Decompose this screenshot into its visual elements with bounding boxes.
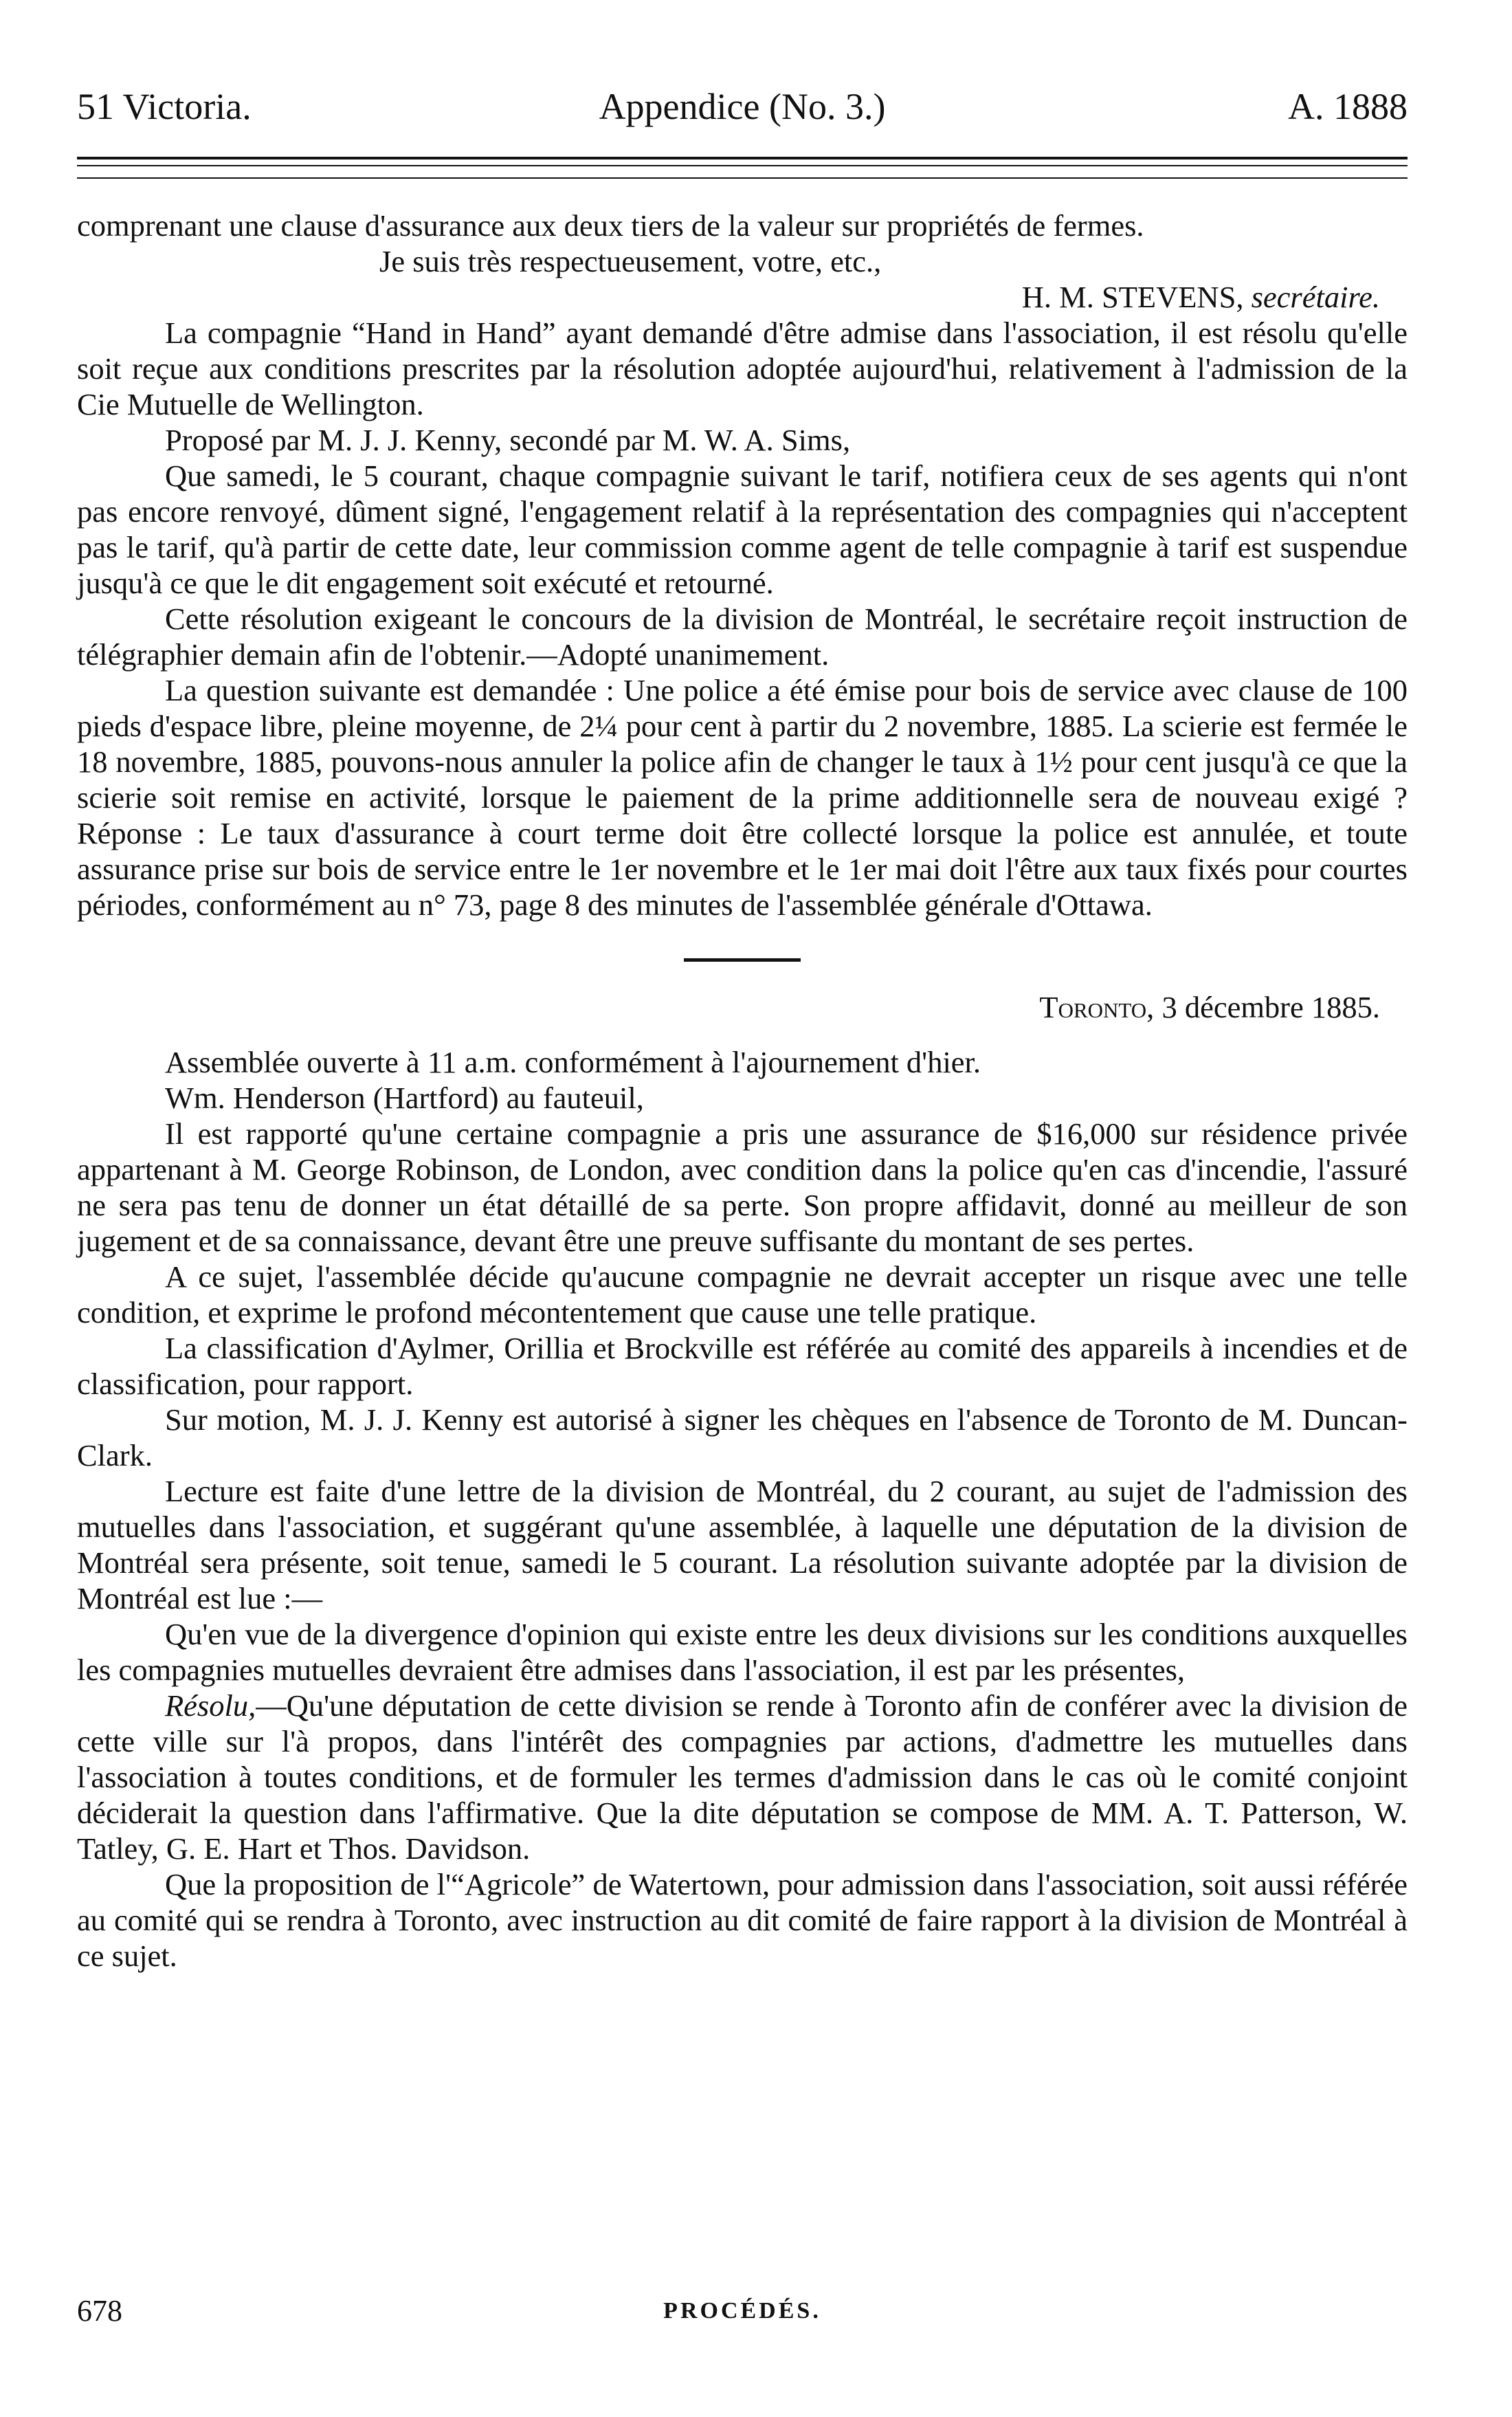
running-header xyxy=(77,82,1408,131)
paragraph-classification: La classification d'Aylmer, Orillia et Brockville est référée au comité des appareils à incendies et de classification, pour rapport. xyxy=(77,1331,1408,1401)
page-body xyxy=(77,208,1408,1974)
letter-closing: Je suis très respectueusement, votre, etc., xyxy=(379,244,882,278)
paragraph-meeting-opened: Assemblée ouverte à 11 a.m. conformément à l'ajournement d'hier. xyxy=(165,1045,981,1079)
paragraph-resolution: Que samedi, le 5 courant, chaque compagnie suivant le tarif, notifiera ceux de ses agents qui n'ont pas encore renvoyé, dûment signé, l'engagement relatif à la représentation des compagnies qui n'acceptent pas le tarif, qu'à partir de cette date, leur commission comme agent de telle compagnie à tarif est suspendue jusqu'à ce que le dit engagement soit exécuté et retourné. xyxy=(77,459,1408,600)
letter-signature xyxy=(77,279,1408,315)
paragraph-continuation: comprenant une clause d'assurance aux deux tiers de la valeur sur propriétés de fermes. xyxy=(77,208,1144,243)
paragraph-hand-in-hand: La compagnie “Hand in Hand” ayant demandé d'être admise dans l'association, il est résolu qu'elle soit reçue aux conditions prescrites par la résolution adoptée aujourd'hui, relativement à l'admission de la Cie Mutuelle de Wellington. xyxy=(77,316,1408,421)
paragraph-chair: Wm. Henderson (Hartford) au fauteuil, xyxy=(165,1081,644,1115)
dateline-date: 3 décembre 1885. xyxy=(1161,990,1380,1024)
signatory-name: H. M. STEVENS, xyxy=(1021,280,1244,314)
footer-title: PROCÉDÉS. xyxy=(663,2298,821,2324)
header-appendix: Appendice (No. 3.) xyxy=(599,86,886,127)
signatory-title: secrétaire. xyxy=(1251,280,1380,314)
paragraph-divergence: Qu'en vue de la divergence d'opinion qui existe entre les deux divisions sur les conditions auxquelles les compagnies mutuelles devraient être admises dans l'association, il est par les présentes, xyxy=(77,1617,1408,1687)
paragraph-agricole: Que la proposition de l'“Agricole” de Watertown, pour admission dans l'association, soit aussi référée au comité qui se rendra à Toronto, avec instruction au dit comité de faire rapport à la division de Montréal à ce sujet. xyxy=(77,1867,1408,1973)
paragraph-resolved xyxy=(77,1688,1408,1866)
resolved-label: Résolu, xyxy=(165,1688,256,1723)
header-rule-thin xyxy=(77,165,1408,166)
section-separator xyxy=(684,958,801,962)
paragraph-insurance-report: Il est rapporté qu'une certaine compagnie a pris une assurance de $16,000 sur résidence privée appartenant à M. George Robinson, de London, avec condition dans la police qu'en cas d'incendie, l'assuré ne sera pas tenu de donner un état détaillé de sa perte. Son propre affidavit, donné au meilleur de son jugement et de sa connaissance, devant être une preuve suffisante du montant de ses pertes. xyxy=(77,1116,1408,1258)
page-footer xyxy=(77,2292,1408,2330)
header-rule-bottom xyxy=(77,177,1408,179)
paragraph-question: La question suivante est demandée : Une police a été émise pour bois de service avec clause de 100 pieds d'espace libre, pleine moyenne, de 2¼ pour cent à partir du 2 novembre, 1885. La scierie est fermée le 18 novembre, 1885, pouvons-nous annuler la police afin de changer le taux à 1½ pour cent jusqu'à ce que la scierie soit remise en activité, lorsque le paiement de la prime additionnelle sera de nouveau exigé ? Réponse : Le taux d'assurance à court terme doit être collecté lorsque la police est annulée, et toute assurance prise sur bois de service entre le 1er novembre et le 1er mai doit l'être aux taux fixés pour courtes périodes, conformément au n° 73, page 8 des minutes de l'assemblée générale d'Ottawa. xyxy=(77,673,1408,922)
paragraph-cheques: Sur motion, M. J. J. Kenny est autorisé à signer les chèques en l'absence de Toronto de M. Duncan-Clark. xyxy=(77,1402,1408,1472)
page-number: 678 xyxy=(77,2294,122,2328)
paragraph-motion: Proposé par M. J. J. Kenny, secondé par M. W. A. Sims, xyxy=(165,423,851,457)
header-session: 51 Victoria. xyxy=(77,86,252,127)
paragraph-montreal-concurrence: Cette résolution exigeant le concours de la division de Montréal, le secrétaire reçoit instruction de télégraphier demain afin de l'obtenir.—Adopté unanimement. xyxy=(77,602,1408,672)
paragraph-decision: A ce sujet, l'assemblée décide qu'aucune compagnie ne devrait accepter un risque avec une telle condition, et exprime le profond mécontentement que cause une telle pratique. xyxy=(77,1259,1408,1329)
dateline xyxy=(77,989,1408,1025)
paragraph-montreal-letter: Lecture est faite d'une lettre de la division de Montréal, du 2 courant, au sujet de l'admission des mutuelles dans l'association, et suggérant qu'une assemblée, à laquelle une députation de la division de Montréal sera présente, soit tenue, samedi le 5 courant. La résolution suivante adoptée par la division de Montréal est lue :— xyxy=(77,1474,1408,1615)
header-year: A. 1888 xyxy=(1288,86,1408,127)
header-rule-thick xyxy=(77,157,1408,159)
resolved-text: —Qu'une députation de cette division se rende à Toronto afin de conférer avec la division de cette ville sur l'à propos, dans l'intérêt des compagnies par actions, d'admettre les mutuelles dans l'association à toutes conditions, et de formuler les termes d'admission dans le cas où le comité conjoint déciderait la question dans l'affirmative. Que la dite députation se compose de MM. A. T. Patterson, W. Tatley, G. E. Hart et Thos. Davidson. xyxy=(77,1688,1408,1866)
dateline-city: Toronto, xyxy=(1039,990,1155,1024)
